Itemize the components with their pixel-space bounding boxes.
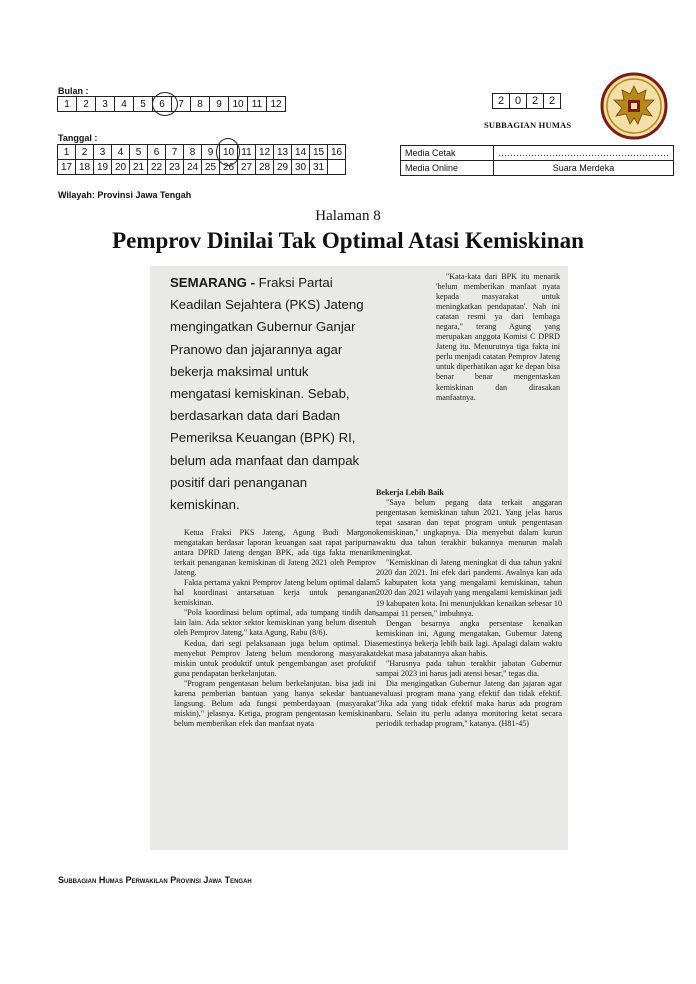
top-right-text: "Kata-kata dari BPK itu menarik 'belum memberikan manfaat nyata kepada masyarakat untuk meningkatkan pendapatan'. Nah ini catatan resmi ya dari lembaga negara," terang Agung yang merupakan anggota Komisi C DPRD Jateng itu. Menurutnya tiga fakta ini perlu menjadi catatan Pemprov Jateng untuk diperhatikan agar ke depan bisa benar benar mengentaskan kemiskinan dan dirasakan manfaatnya.: [436, 272, 560, 402]
date-cell: 28: [256, 160, 274, 175]
top-right-column: [436, 272, 560, 403]
date-cell: 21: [130, 160, 148, 175]
month-cell: 7: [172, 97, 191, 112]
date-cell: 20: [112, 160, 130, 175]
date-cell: 27: [238, 160, 256, 175]
right-paragraph: Dia mengingatkan Gubernur Jateng dan jajaran agar evaluasi program mana yang efektif dan tidak efektif. "Jika ada yang tidak efektif maka harus ada program baru. Selain itu perlu adanya monitoring ketat secara periodik terhadap program," katanya. (H81-45): [376, 678, 562, 729]
newspaper-clipping: [150, 266, 568, 850]
date-cell: 18: [76, 160, 94, 175]
month-cell: 8: [191, 97, 210, 112]
right-paragraph: "Kemiskinan di Jateng meningkat di dua tahun yakni 2020 dan 2021. Ini efek dari pandemi. Awalnya kan ada 5 kabupaten kota yang mengalami kemiskinan, tahun 2020 dan 2021 wilayah yang mengalami kemiskinan jadi 19 kabupaten kota. Ini menunjukkan kenaikan sebesar 10 sampai 11 persen," imbuhnya.: [376, 558, 562, 618]
left-paragraph: Kedua, dari segi pelaksanaan juga belum optimal. Dia menyebut Pemprov Jateng belum mendorong masyarakat miskin untuk produktif untuk pengembangan aset profuktif guna pendapatan berkelanjutan.: [174, 638, 376, 678]
year-digit-cell: 2: [493, 94, 510, 109]
date-grid: [57, 144, 346, 175]
left-column: [174, 528, 376, 729]
date-cell: 11: [238, 145, 256, 160]
date-cell: 23: [166, 160, 184, 175]
date-cell: 6: [148, 145, 166, 160]
year-digit-cell: 2: [544, 94, 561, 109]
date-cell: 2: [76, 145, 94, 160]
date-cell: 8: [184, 145, 202, 160]
date-cell: 24: [184, 160, 202, 175]
date-cell: 12: [256, 145, 274, 160]
date-cell: 3: [94, 145, 112, 160]
date-cell: 13: [274, 145, 292, 160]
footer: Subbagian Humas Perwakilan Provinsi Jawa Tengah: [58, 875, 252, 885]
subheading: Bekerja Lebih Baik: [376, 488, 444, 497]
month-cell: 12: [267, 97, 286, 112]
date-selection-circle: [216, 138, 240, 166]
date-cell: 9: [202, 145, 220, 160]
media-print-value: …………………………………………………: [494, 146, 674, 161]
region-label: Wilayah: Provinsi Jawa Tengah: [58, 190, 192, 200]
left-paragraph: Ketua Fraksi PKS Jateng, Agung Budi Margono mengatakan berdasar laporan keuangan saat rapat paripurna antara DPRD Jateng dengan BPK, ada tiga fakta menarik terkait penanganan kemiskinan di Jateng 2021 oleh Pemprov Jateng.: [174, 528, 376, 578]
right-paragraph: "Harusnya pada tahun terakhir jabatan Gubernur sampai 2023 ini harus jadi atensi besar," tegas dia.: [376, 658, 562, 678]
headline: Pemprov Dinilai Tak Optimal Atasi Kemiskinan: [112, 228, 584, 253]
date-cell: [328, 160, 346, 175]
lead-paragraph: [170, 272, 370, 516]
date-cell: 30: [292, 160, 310, 175]
year-box: [492, 93, 561, 109]
left-paragraph: Fakta pertama yakni Pemprov Jateng belum optimal dalam hal koordinasi antarsatuan kerja untuk penanganan kemiskinan.: [174, 578, 376, 608]
media-print-label: Media Cetak: [401, 146, 494, 161]
right-paragraph: Dengan besarnya angka persentase kenaikan kemiskinan ini, Agung mengatakan, Gubernur Jateng semestinya bekerja lebih baik lagi. Apalagi dalam waktu dekat masa jabatannya akan habis.: [376, 618, 562, 658]
date-cell: 17: [58, 160, 76, 175]
date-cell: 19: [94, 160, 112, 175]
month-cell: 3: [96, 97, 115, 112]
date-cell: 7: [166, 145, 184, 160]
dateline: SEMARANG -: [170, 275, 255, 290]
date-cell: 15: [310, 145, 328, 160]
date-cell: 22: [148, 160, 166, 175]
date-cell: 29: [274, 160, 292, 175]
page-number: Halaman 8: [315, 208, 381, 224]
date-label: Tanggal :: [58, 133, 98, 143]
garuda-emblem-icon: [600, 72, 668, 140]
month-cell: 5: [134, 97, 153, 112]
media-online-label: Media Online: [401, 161, 494, 176]
date-cell: 26: [220, 160, 238, 175]
right-column: [376, 488, 562, 729]
left-paragraph: "Pola koordinasi belum optimal, ada tumpang tindih dan lain lain. Ada sektor sektor kemiskinan yang belum disentuh oleh Pemprov Jateng," kata Agung, Rabu (8/6).: [174, 608, 376, 638]
month-cell: 1: [58, 97, 77, 112]
right-paragraph: "Saya belum pegang data terkait anggaran pengentasan kemiskinan tahun 2021. Yang jelas harus tepat sasaran dan tepat program untuk pengentasan kemiskinan," ungkapnya. Dia menyebut dalam kurun waktu dua tahun terakhir bukannya menurun malah meningkat.: [376, 498, 562, 558]
month-cell: 11: [248, 97, 267, 112]
month-cell: 9: [210, 97, 229, 112]
month-selection-circle: [152, 92, 178, 116]
media-table: [400, 145, 674, 176]
month-label: Bulan :: [58, 86, 89, 96]
date-cell: 16: [328, 145, 346, 160]
media-online-value: Suara Merdeka: [494, 161, 674, 176]
year-digit-cell: 2: [527, 94, 544, 109]
left-paragraph: "Program pengentasan belum berkelanjutan. bisa jadi ini karena pemberian bantuan yang hanya sekedar bantuan langsung. Belum ada fungsi pemberdayaan (masyarakat miskin)," jelasnya. Ketiga, program pengentasan kemiskinan belum memberikan efek dan manfaat nyata: [174, 678, 376, 728]
month-cell: 4: [115, 97, 134, 112]
lead-text: Fraksi Partai Keadilan Sejahtera (PKS) Jateng mengingatkan Gubernur Ganjar Pranowo dan jajarannya agar bekerja maksimal untuk mengatasi kemiskinan. Sebab, berdasarkan data dari Badan Pemeriksa Keuangan (BPK) RI, belum ada manfaat dan dampak positif dari penanganan kemiskinan.: [170, 275, 364, 513]
date-cell: 4: [112, 145, 130, 160]
year-digit-cell: 0: [510, 94, 527, 109]
date-cell: 5: [130, 145, 148, 160]
date-cell: 25: [202, 160, 220, 175]
date-cell: 1: [58, 145, 76, 160]
date-cell: 10: [220, 145, 238, 160]
month-cell: 6: [153, 97, 172, 112]
date-cell: 31: [310, 160, 328, 175]
date-cell: 14: [292, 145, 310, 160]
month-cell: 2: [77, 97, 96, 112]
month-cell: 10: [229, 97, 248, 112]
department-label: SUBBAGIAN HUMAS: [484, 120, 572, 130]
